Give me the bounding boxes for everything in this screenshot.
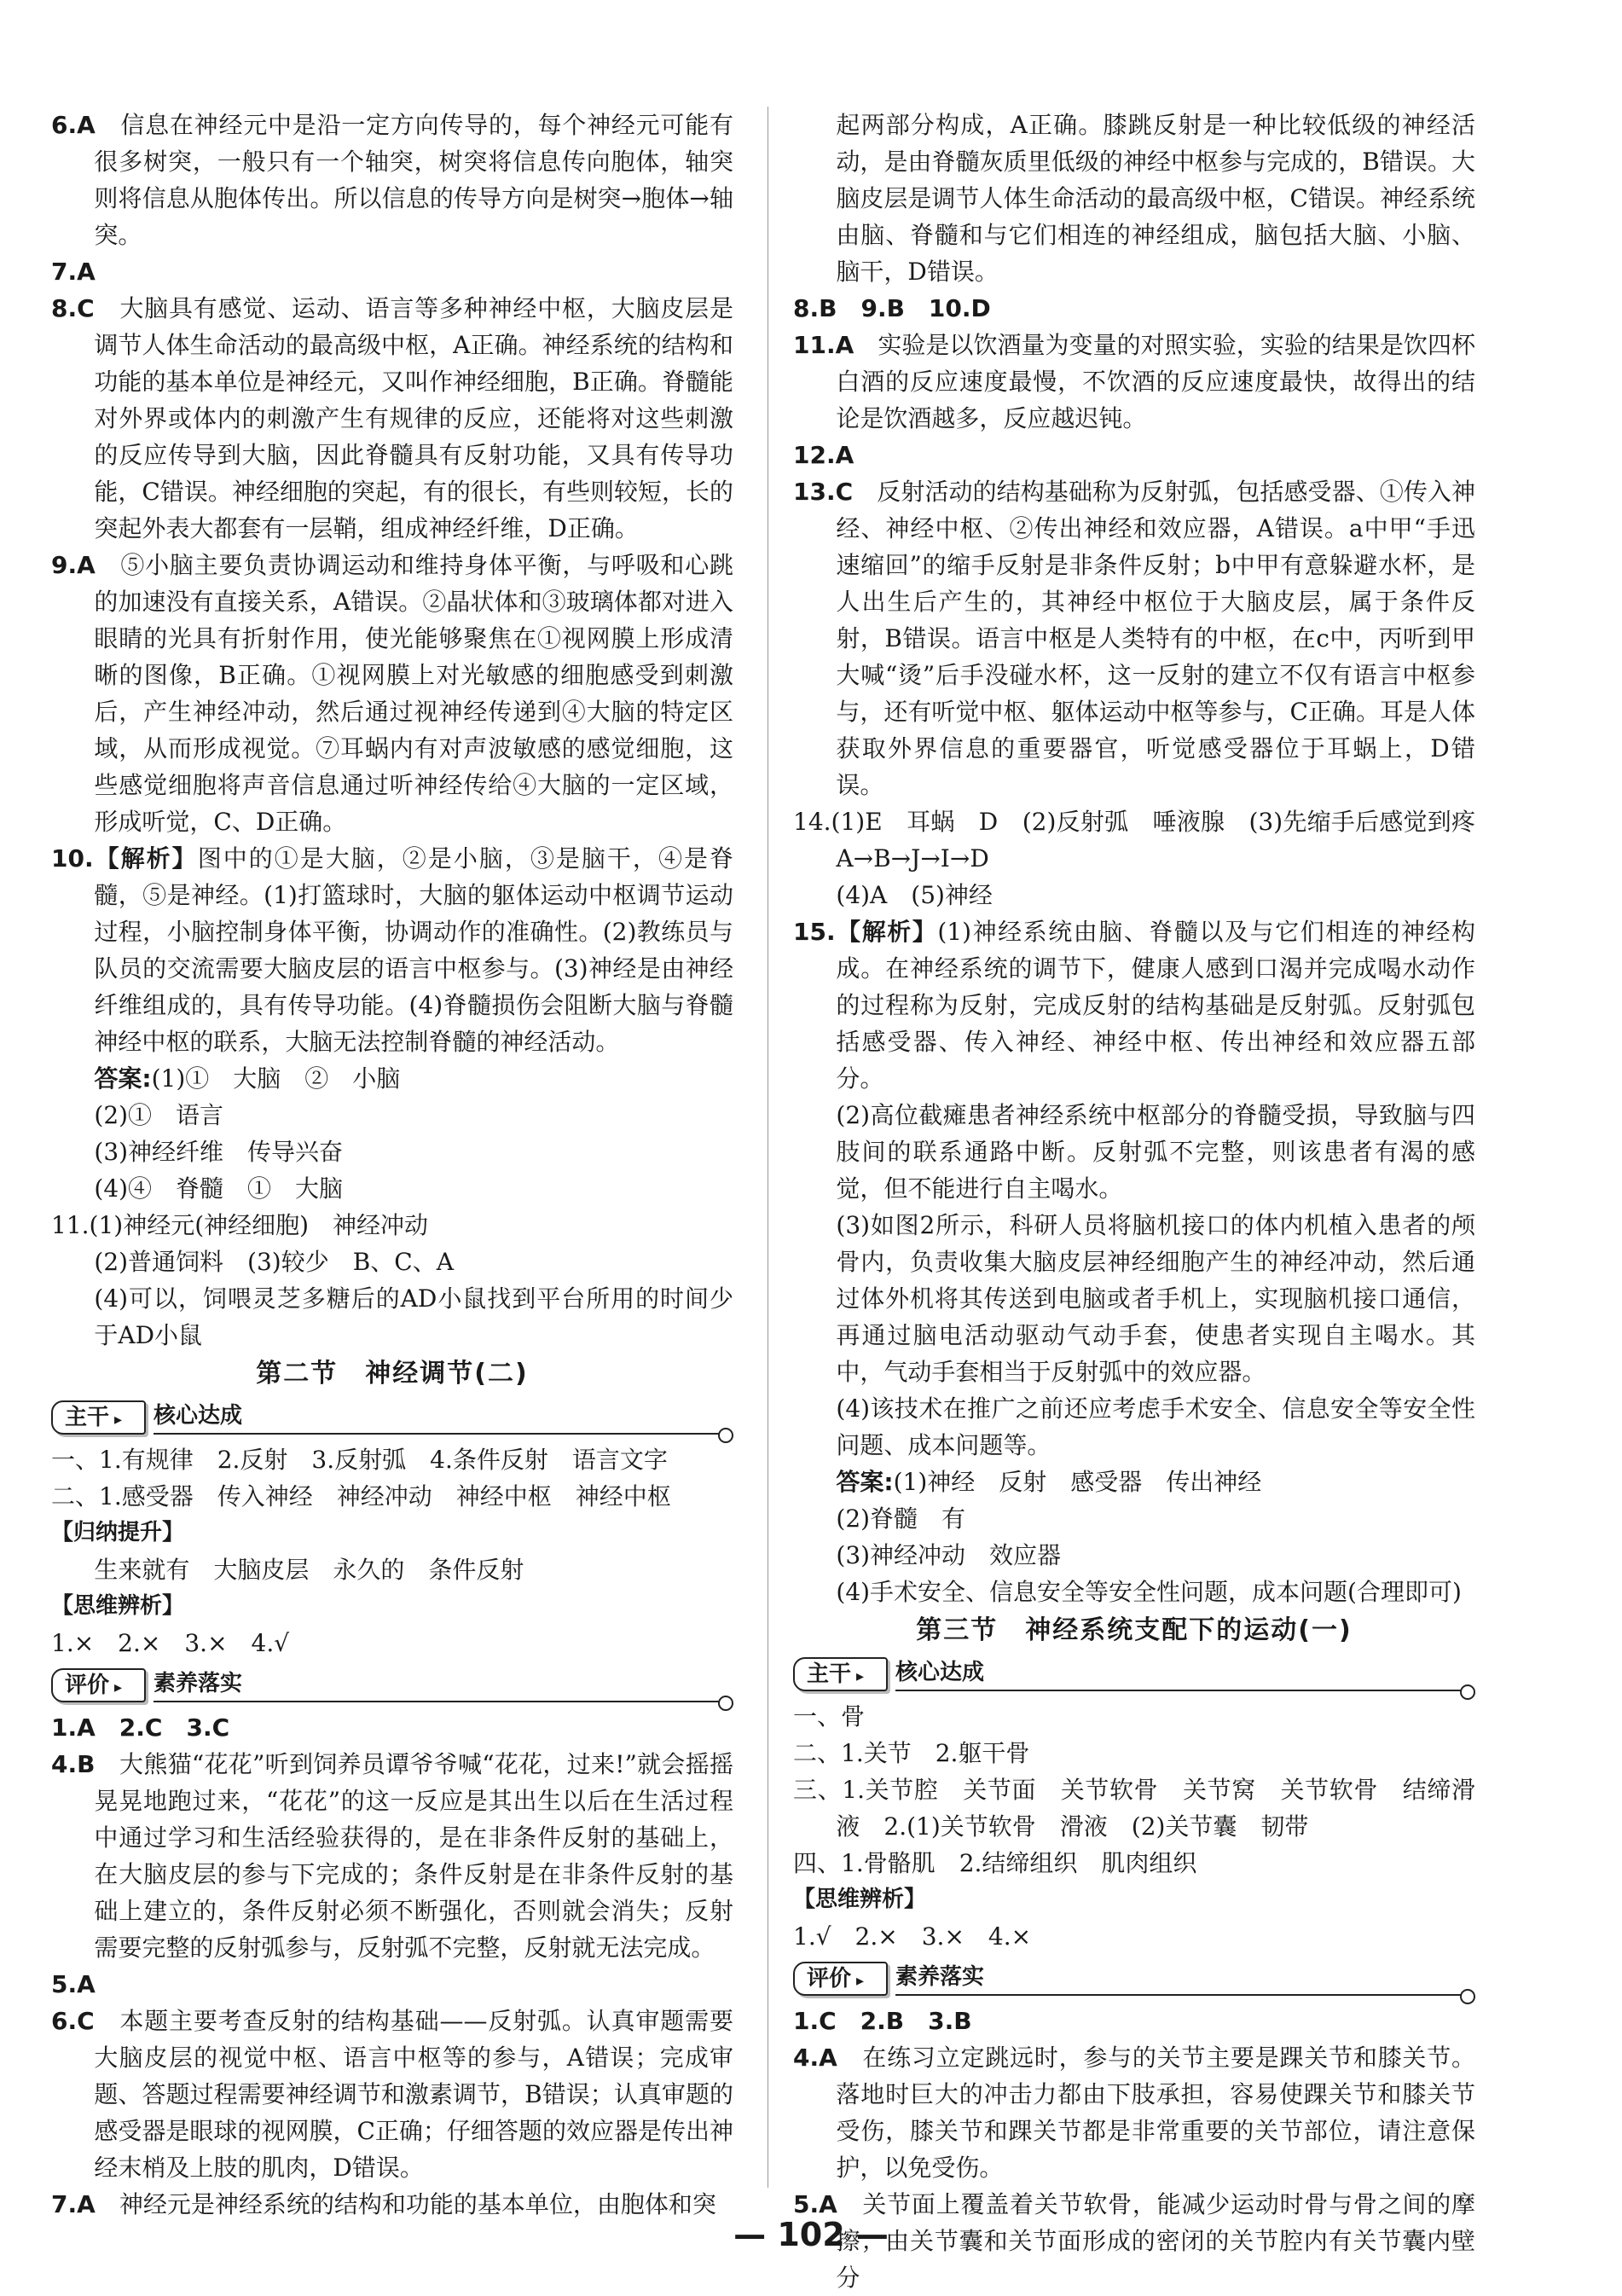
answer-s2-q15-a1: 答案:(1)神经 反射 感受器 传出神经 [836,1468,1262,1496]
answer-s2-q5: 5.A [51,1970,96,1998]
banner-tab: 主干 ▸ [793,1657,888,1691]
banner-cap [718,1696,733,1711]
answer-q8: 8.C 大脑具有感觉、运动、语言等多种神经中枢，大脑皮层是调节人体生命活动的最高级中枢，A正确。神经系统的结构和功能的基本单位是神经元，又叫作神经细胞，B正确。脊髓能对外界或体内的刺激产生有规律的反应，还能将对这些刺激的反应传导到大脑，因此脊髓具有反射功能，又具有传导功能，C错误。神经细胞的突起，有的很长，有些则较短，长的突起外表大都套有一层鞘，组成神经纤维，D正确。 [51,294,733,542]
summary-heading: 【归纳提升】 [51,1520,185,1545]
arrow-right-icon: ▸ [856,1972,865,1990]
arrow-right-icon: ▸ [856,1667,865,1685]
answer-q10-a2: (2)① 语言 [94,1101,224,1129]
banner-core [793,1654,1475,1693]
banner-subtitle: 素养落实 [154,1671,243,1696]
banner-cap [1460,1684,1475,1700]
answer-s2-q11: 11.A 实验是以饮酒量为变量的对照实验，实验的结果是饮四杯白酒的反应速度最慢，不饮酒的反应速度最快，故得出的结论是饮酒越多，反应越迟钝。 [793,331,1475,432]
answer-s2-q13: 13.C 反射活动的结构基础称为反射弧，包括感受器、①传入神经、神经中枢、②传出神经和效应器，A错误。a中甲“手迅速缩回”的缩手反射是非条件反射；b中甲有意躲避水杯，是人出生后产生的，其神经中枢位于大脑皮层，属于条件反射，B错误。语言中枢是人类特有的中枢，在c中，丙听到甲大喊“烫”后手没碰水杯，这一反射的建立不仅有语言中枢参与，还有听觉中枢、躯体运动中枢等参与，C正确。耳是人体获取外界信息的重要器官，听觉感受器位于耳蜗上，D错误。 [793,478,1475,799]
s3-fill-4: 四、1.骨骼肌 2.结缔组织 肌肉组织 [793,1849,1197,1877]
answer-q6: 6.A 信息在神经元中是沿一定方向传导的，每个神经元可能有很多树突，一般只有一个轴突，树突将信息传向胞体，轴突则将信息从胞体传出。所以信息的传导方向是树突→胞体→轴突。 [51,111,733,249]
left-column [51,107,733,2223]
answer-s2-q15-a3: (3)神经冲动 效应器 [836,1541,1062,1569]
s3-fill-2: 二、1.关节 2.躯干骨 [793,1739,1030,1767]
answer-q9: 9.A ⑤小脑主要负责协调运动和维持身体平衡，与呼吸和心跳的加速没有直接关系，A错误。②晶状体和③玻璃体都对进入眼睛的光具有折射作用，使光能够聚焦在①视网膜上形成清晰的图像，B正确。①视网膜上对光敏感的细胞感受到刺激后，产生神经冲动，然后通过视神经传递到④大脑的特定区域，从而形成视觉。⑦耳蜗内有对声波敏感的感觉细胞，这些感觉细胞将声音信息通过听神经传给④大脑的一定区域，形成听觉，C、D正确。 [51,551,733,836]
s3-think-answers: 1.√ 2.× 3.× 4.× [793,1922,1032,1951]
answer-q10-a4: (4)④ 脊髓 ① 大脑 [94,1174,344,1203]
s3-think-heading: 【思维辨析】 [793,1887,927,1912]
banner-tab: 评价 ▸ [793,1962,888,1996]
fill-line-1: 一、1.有规律 2.反射 3.反射弧 4.条件反射 语言文字 [51,1446,668,1474]
answer-q11-l2: (2)普通饲料 (3)较少 B、C、A [94,1248,454,1276]
arrow-right-icon: ▸ [114,1411,123,1429]
think-heading: 【思维辨析】 [51,1593,185,1619]
s3-fill-1: 一、骨 [793,1702,866,1731]
section-title-3: 第三节 神经系统支配下的运动(一) [916,1615,1353,1645]
section-title-2: 第二节 神经调节(二) [256,1359,529,1389]
answer-q10: 10.【解析】图中的①是大脑，②是小脑，③是脑干，④是脊髓，⑤是神经。(1)打篮球时，大脑的躯体运动中枢调节运动过程，小脑控制身体平衡，协调动作的准确性。(2)教练员与队员的交流需要大脑皮层的语言中枢参与。(3)神经是由神经纤维组成的，具有传导功能。(4)脊髓损伤会阻断大脑与脊髓神经中枢的联系，大脑无法控制脊髓的神经活动。 [51,844,733,1056]
answer-q11-l1: 11.(1)神经元(神经细胞) 神经冲动 [51,1211,429,1239]
answer-s2-q15-p3: (3)如图2所示，科研人员将脑机接口的体内机植入患者的颅骨内，负责收集大脑皮层神经细胞产生的神经冲动，然后通过体外机将其传送到电脑或者手机上，实现脑机接口通信，再通过脑电活动驱动气动手套，使患者实现自主喝水。其中，气动手套相当于反射弧中的效应器。 [836,1211,1475,1386]
banner-rule [154,1433,728,1435]
answer-s2-q4: 4.B 大熊猫“花花”听到饲养员谭爷爷喊“花花，过来!”就会摇摇晃晃地跑过来，“花花”的这一反应是其出生以后在生活过程中通过学习和生活经验获得的，是在非条件反射的基础上，在大脑皮层的参与下完成的；条件反射是在非条件反射的基础上建立的，条件反射必须不断强化，否则就会消失；反射需要完整的反射弧参与，反射弧不完整，反射就无法完成。 [51,1750,733,1962]
answer-s3-q5: 5.A 关节面上覆盖着关节软骨，能减少运动时骨与骨之间的摩擦；由关节囊和关节面形成的密闭的关节腔内有关节囊内壁分 [793,2190,1475,2292]
s3-fill-3: 三、1.关节腔 关节面 关节软骨 关节窝 关节软骨 结缔滑液 2.(1)关节软骨 滑液 (2)关节囊 韧带 [793,1776,1475,1841]
answer-q10-a1: 答案:(1)① 大脑 ② 小脑 [94,1064,401,1093]
answer-s2-q15-a2: (2)脊髓 有 [836,1505,966,1533]
answer-s3-q4: 4.A 在练习立定跳远时，参与的关节主要是踝关节和膝关节。落地时巨大的冲击力都由下肢承担，容易使踝关节和膝关节受伤，膝关节和踝关节都是非常重要的关节部位，请注意保护，以免受伤。 [793,2044,1475,2182]
banner-eval [51,1665,733,1704]
think-answers: 1.× 2.× 3.× 4.√ [51,1629,290,1657]
answer-s2-q15-a4: (4)手术安全、信息安全等安全性问题，成本问题(合理即可) [836,1578,1462,1606]
banner-cap [718,1428,733,1443]
answer-s2-q14-l1: 14.(1)E 耳蜗 D (2)反射弧 唾液腺 (3)先缩手后感觉到疼 A→B→J→I→D [793,808,1500,873]
arrow-right-icon: ▸ [114,1679,123,1696]
banner-subtitle: 核心达成 [154,1403,243,1429]
right-column [793,107,1500,2296]
banner-subtitle: 核心达成 [895,1660,985,1685]
page-number: — 102 — [733,2216,889,2253]
banner-cap [1460,1989,1475,2004]
answer-s2-q8910: 8.B 9.B 10.D [793,294,991,322]
answer-s3-q123: 1.C 2.B 3.B [793,2007,972,2035]
answer-q7: 7.A [51,258,96,286]
answer-s2-q14-l2: (4)A (5)神经 [836,881,993,909]
answer-s2-q15-p4: (4)该技术在推广之前还应考虑手术安全、信息安全等安全性问题、成本问题等。 [836,1394,1475,1459]
banner-subtitle: 素养落实 [895,1964,985,1990]
answer-q10-a3: (3)神经纤维 传导兴奋 [94,1138,344,1166]
banner-tab: 主干 ▸ [51,1400,146,1435]
answer-s2-q7: 7.A 神经元是神经系统的结构和功能的基本单位，由胞体和突 [51,2190,716,2218]
banner-rule [895,1690,1470,1691]
answer-s2-q6: 6.C 本题主要考查反射的结构基础——反射弧。认真审题需要大脑皮层的视觉中枢、语言中枢等的参与，A错误；完成审题、答题过程需要神经调节和激素调节，B错误；认真审题的感受器是眼球的视网膜，C正确；仔细答题的效应器是传出神经末梢及上肢的肌肉，D错误。 [51,2007,733,2182]
answer-s2-q7-cont: 起两部分构成，A正确。膝跳反射是一种比较低级的神经活动，是由脊髓灰质里低级的神经中枢参与完成的，B错误。大脑皮层是调节人体生命活动的最高级中枢，C错误。神经系统由脑、脊髓和与它们相连的神经组成，脑包括大脑、小脑、脑干，D错误。 [836,111,1475,286]
answer-s2-q15: 15.【解析】(1)神经系统由脑、脊髓以及与它们相连的神经构成。在神经系统的调节下，健康人感到口渴并完成喝水动作的过程称为反射，完成反射的结构基础是反射弧。反射弧包括感受器、传入神经、神经中枢、传出神经和效应器五部分。 [793,918,1475,1093]
banner-eval [793,1958,1475,1997]
fill-line-2: 二、1.感受器 传入神经 神经冲动 神经中枢 神经中枢 [51,1482,671,1510]
answer-q11-l3: (4)可以，饲喂灵芝多糖后的AD小鼠找到平台所用的时间少于AD小鼠 [94,1284,733,1349]
banner-core [51,1397,733,1436]
answer-s2-q15-p2: (2)高位截瘫患者神经系统中枢部分的脊髓受损，导致脑与四肢间的联系通路中断。反射弧不完整，则该患者有渴的感觉，但不能进行自主喝水。 [836,1101,1475,1203]
summary-text: 生来就有 大脑皮层 永久的 条件反射 [94,1556,524,1584]
answer-s2-q12: 12.A [793,441,854,469]
banner-rule [895,1994,1470,1996]
banner-rule [154,1701,728,1702]
answer-s2-q123: 1.A 2.C 3.C [51,1713,230,1742]
banner-tab: 评价 ▸ [51,1668,146,1702]
